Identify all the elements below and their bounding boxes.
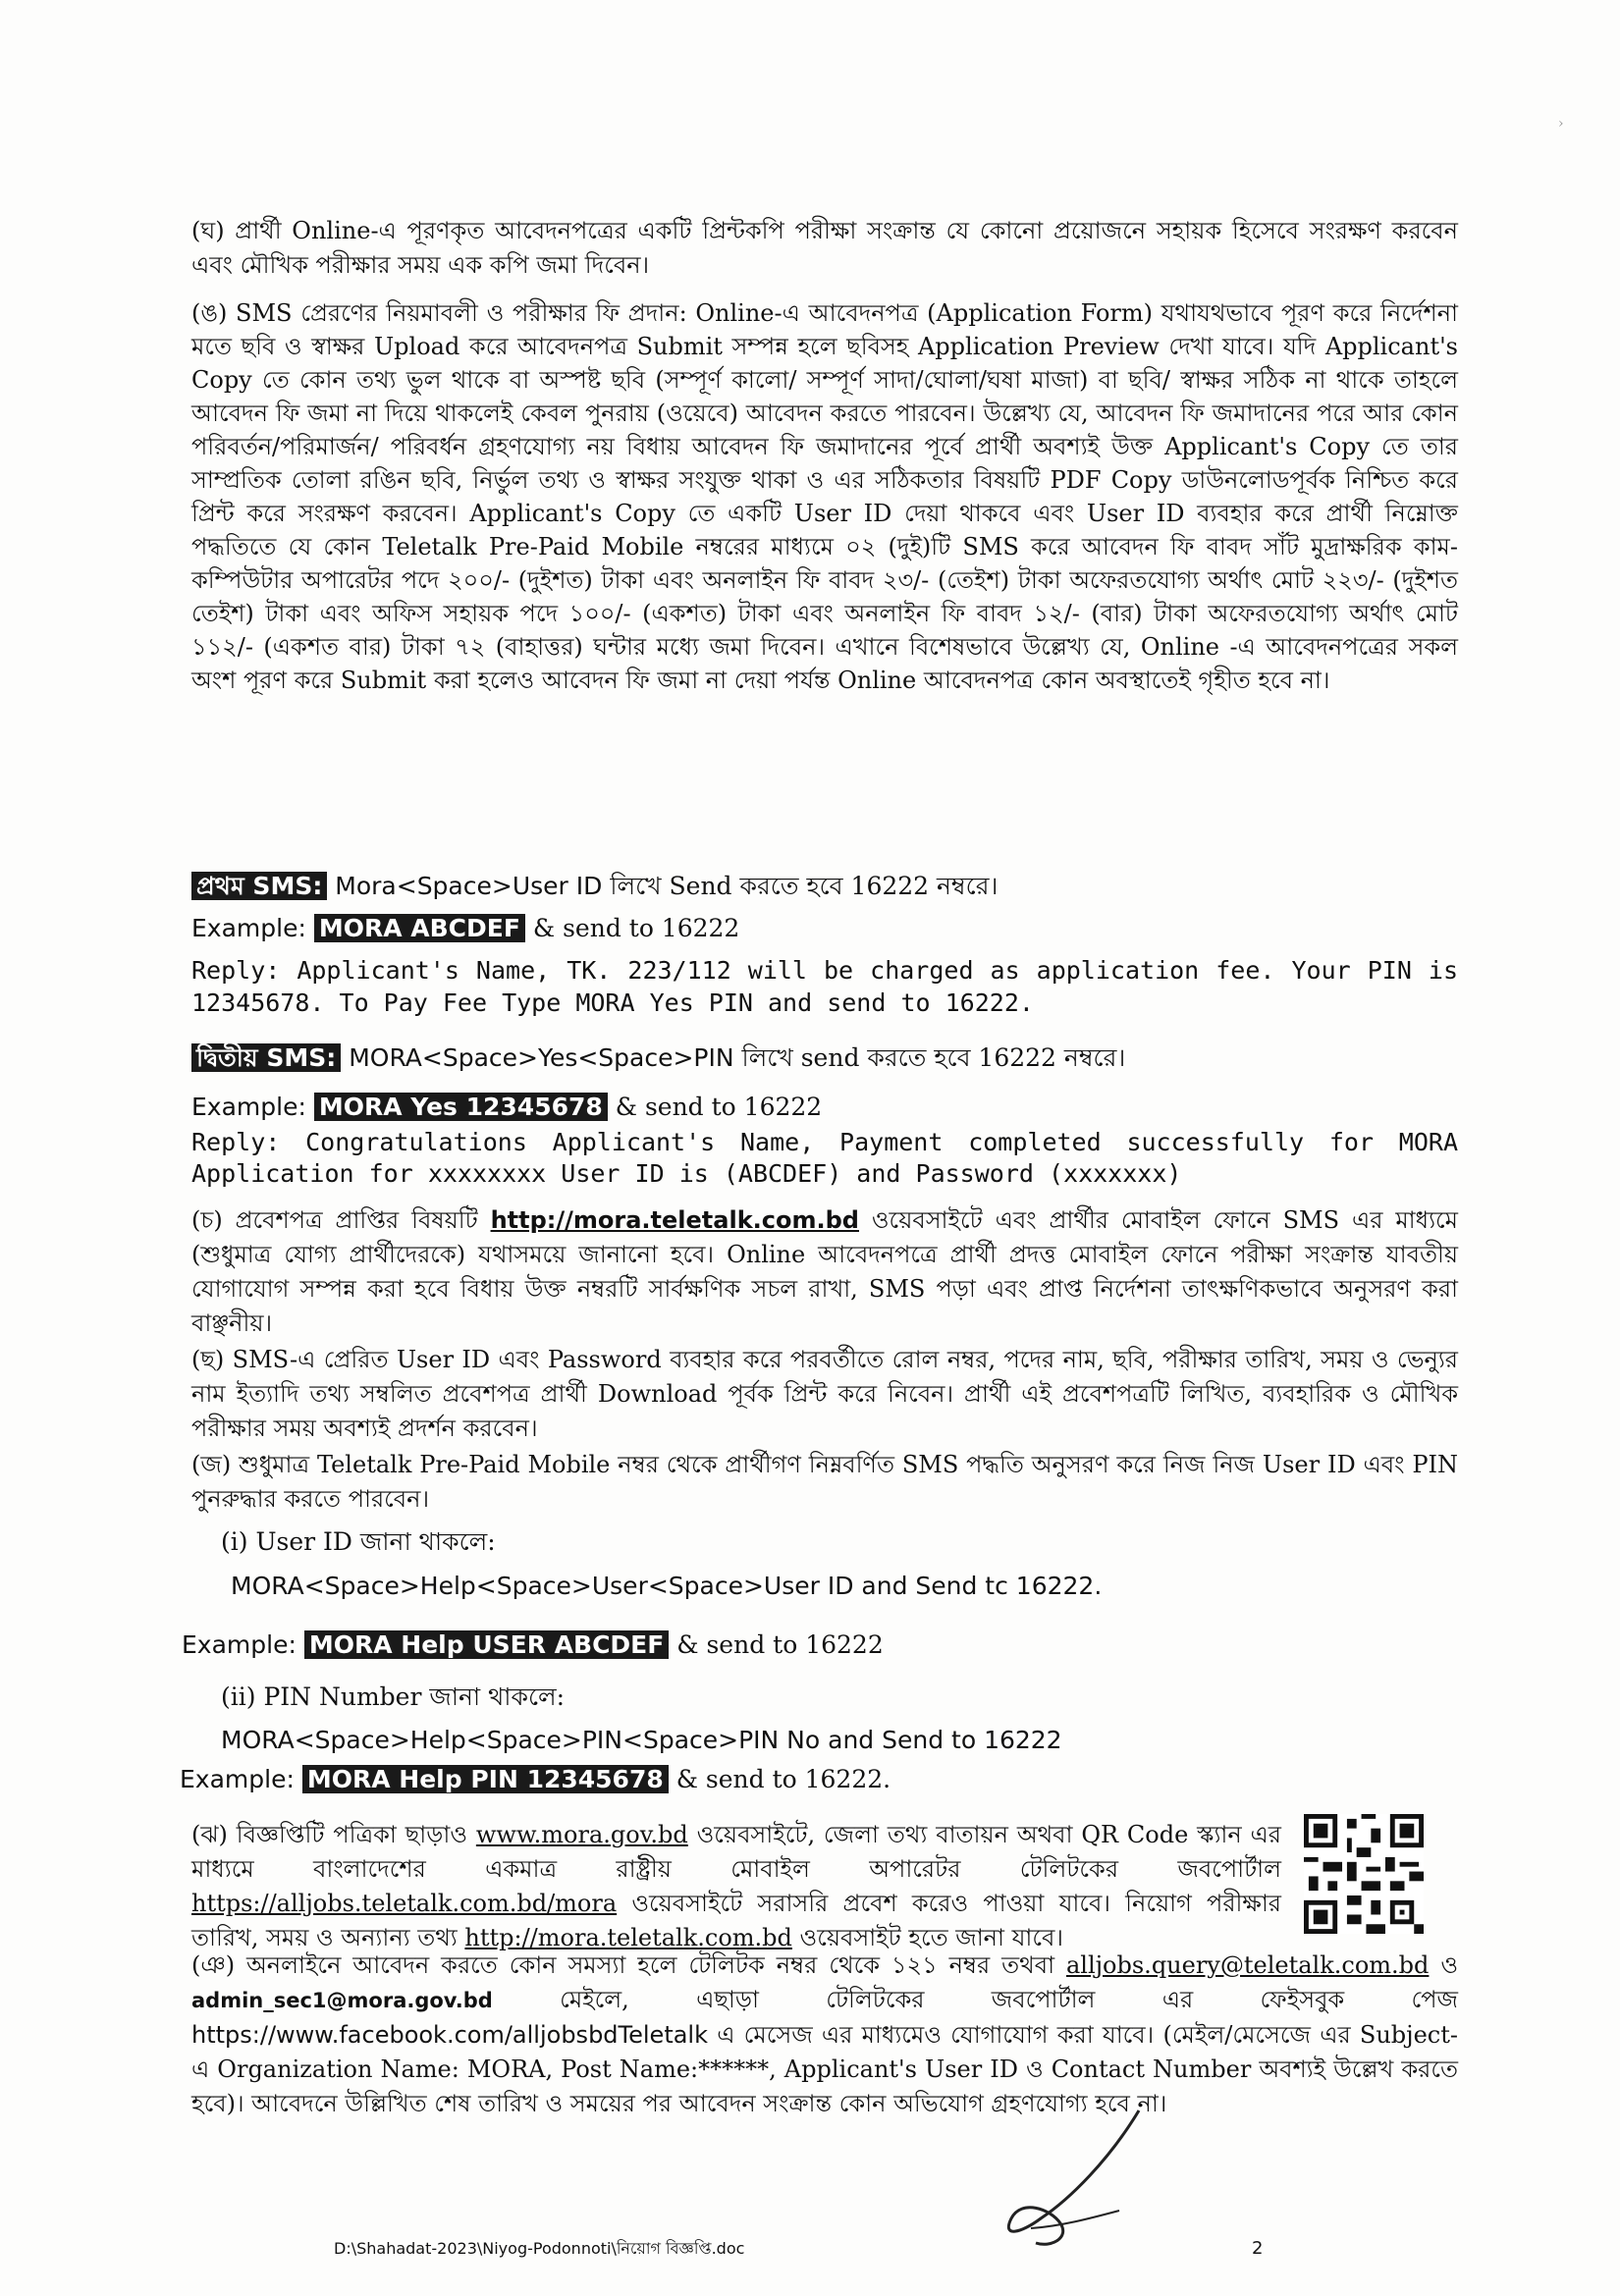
scan-mark: › [1558, 116, 1564, 132]
page-number: 2 [1252, 2238, 1264, 2259]
paragraph-admit-card: (চ) প্রবেশপত্র প্রাপ্তির বিষয়টি http://mora.teletalk.com.bd ওয়েবসাইটে এবং প্রার্থীর মোবাইল ফোনে SMS এর মাধ্যমে (শুধুমাত্র যোগ্য প্রার্থীদেরকে) যথাসময়ে জানানো হবে। Online আবেদনপত্রে প্রার্থী প্রদত্ত মোবাইল ফোনে পরীক্ষা সংক্রান্ত যাবতীয় যোগাযোগ সম্পন্ন করা হবে বিধায় উক্ত নম্বরটি সার্বক্ষণিক সচল রাখা, SMS পড়া এবং প্রাপ্ত নির্দেশনা তাৎক্ষণিকভাবে অনুসরণ করা বাঞ্ছনীয়। [191, 1206, 1458, 1337]
second-sms-tag: দ্বিতীয় SMS: [191, 1043, 341, 1072]
paragraph-sms-rules: (ঙ) SMS প্রেরণের নিয়মাবলী ও পরীক্ষার ফি প্রদান: Online-এ আবেদনপত্র (Application Form) যথাযথভাবে পূরণ করে নির্দেশনা মতে ছবি ও স্বাক্ষর Upload করে আবেদনপত্র Submit সম্পন্ন হলে ছবিসহ Application Preview দেখা যাবে। যদি Applicant's Copy তে কোন তথ্য ভুল থাকে বা অস্পষ্ট ছবি (সম্পূর্ণ কালো/ সম্পূর্ণ সাদা/ঘোলা/ঘষা মাজা) বা ছবি/ স্বাক্ষর সঠিক না থাকে তাহলে আবেদন ফি জমা না দিয়ে থাকলেই কেবল পুনরায় (ওয়েবে) আবেদন করতে পারবেন। উল্লেখ্য যে, আবেদন ফি জমাদানের পরে আর কোন পরিবর্তন/পরিমার্জন/ পরিবর্ধন গ্রহণযোগ্য নয় বিধায় আবেদন ফি জমাদানের পূর্বে প্রার্থী অবশ্যই উক্ত Applicant's Copy তে তার সাম্প্রতিক তোলা রঙিন ছবি, নির্ভুল তথ্য ও স্বাক্ষর সংযুক্ত থাকা ও এর সঠিকতার বিষয়টি PDF Copy ডাউনলোডপূর্বক নিশ্চিত করে প্রিন্ট করে সংরক্ষণ করবেন। Applicant's Copy তে একটি User ID দেয়া থাকবে এবং User ID ব্যবহার করে প্রার্থী নিম্নোক্ত পদ্ধতিতে যে কোন Teletalk Pre-Paid Mobile নম্বরের মাধ্যমে ০২ (দুই)টি SMS করে আবেদন ফি বাবদ সাঁট মুদ্রাক্ষরিক কাম-কম্পিউটার অপারেটর পদে ২০০/- (দুইশত) টাকা এবং অনলাইন ফি বাবদ ২৩/- (তেইশ) টাকা অফেরতযোগ্য অর্থাৎ মোট ২২৩/- (দুইশত তেইশ) টাকা এবং অফিস সহায়ক পদে ১০০/- (একশত) টাকা এবং অনলাইন ফি বাবদ ১২/- (বার) টাকা অফেরতযোগ্য অর্থাৎ মোট ১১২/- (একশত বার) টাকা ৭২ (বাহাত্তর) ঘন্টার মধ্যে জমা দিবেন। এখানে বিশেষভাবে উল্লেখ্য যে, Online -এ আবেদনপত্রের সকল অংশ পূরণ করে Submit করা হলেও আবেদন ফি জমা না দেয়া পর্যন্ত Online আবেদনপত্র কোন অবস্থাতেই গৃহীত হবে না। [191, 299, 1458, 694]
first-sms-example-code: MORA ABCDEF [314, 914, 525, 942]
recovery-case-2-example: Example: MORA Help PIN 12345678 & send to 16222. [180, 1765, 891, 1793]
recovery-case-2: (ii) PIN Number জানা থাকলে: [221, 1682, 566, 1711]
first-sms-instruction: লিখে Send করতে হবে 16222 নম্বরে। [602, 872, 999, 900]
second-sms-reply: Reply: Congratulations Applicant's Name, Payment completed successfully for MORA Application for xxxxxxxx User ID is (ABCDEF) and Password (xxxxxxx) [191, 1128, 1458, 1188]
second-sms-instruction: লিখে send করতে হবে 16222 নম্বরে। [733, 1043, 1126, 1072]
first-sms-reply: Reply: Applicant's Name, TK. 223/112 will be charged as application fee. Your PIN is 12345678. To Pay Fee Type MORA Yes PIN and send to 16222. [191, 956, 1458, 1017]
qr-code-icon [1304, 1814, 1424, 1934]
first-sms-line [191, 871, 1468, 902]
first-sms-tag: প্রথম SMS: [191, 872, 327, 900]
recovery-case-1: (i) User ID জানা থাকলে: [221, 1527, 496, 1556]
paragraph-website: (ঝ) বিজ্ঞপ্তিটি পত্রিকা ছাড়াও www.mora.gov.bd ওয়েবসাইটে, জেলা তথ্য বাতায়ন অথবা QR Code স্ক্যান এর মাধ্যমে বাংলাদেশের একমাত্র রাষ্ট্রীয় মোবাইল অপারেটর টেলিটকের জবপোর্টাল https://alljobs.teletalk.com.bd/mora ওয়েবসাইটে সরাসরি প্রবেশ করেও পাওয়া যাবে। নিয়োগ পরীক্ষার তারিখ, সময় ও অন্যান্য তথ্য http://mora.teletalk.com.bd ওয়েবসাইট হতে জানা যাবে। [191, 1821, 1282, 1951]
first-sms-format: Mora<Space>User ID [335, 872, 603, 900]
recovery-case-1-format: MORA<Space>Help<Space>User<Space>User ID and Send tc 16222. [231, 1572, 1103, 1600]
second-sms-example: Example: MORA Yes 12345678 & send to 16222 [191, 1093, 823, 1121]
signature-icon [982, 2101, 1198, 2258]
paragraph-gha: (ঘ) প্রার্থী Online-এ পূরণকৃত আবেদনপত্রের একটি প্রিন্টকপি পরীক্ষা সংক্রান্ত যে কোনো প্রয়োজনে সহায়ক হিসেবে সংরক্ষণ করবেন এবং মৌখিক পরীক্ষার সময় এক কপি জমা দিবেন। [191, 217, 1458, 279]
second-sms-format: MORA<Space>Yes<Space>PIN [349, 1043, 734, 1072]
file-path-footer: D:\Shahadat-2023\Niyog-Podonnoti\নিয়োগ বিজ্ঞপ্তি.doc [334, 2239, 745, 2258]
paragraph-recovery: (জ) শুধুমাত্র Teletalk Pre-Paid Mobile নম্বর থেকে প্রার্থীগণ নিম্নবর্ণিত SMS পদ্ধতি অনুসরণ করে নিজ নিজ User ID এবং PIN পুনরুদ্ধার করতে পারবেন। [191, 1451, 1458, 1513]
paragraph-support: (ঞ) অনলাইনে আবেদন করতে কোন সমস্যা হলে টেলিটক নম্বর থেকে ১২১ নম্বর তথবা alljobs.query@teletalk.com.bd ও admin_sec1@mora.gov.bd মেইলে, এছাড়া টেলিটকের জবপোর্টাল এর ফেইসবুক পেজ https://www.facebook.com/alljobsbdTeletalk এ মেসেজ এর মাধ্যমেও যোগাযোগ করা যাবে। (মেইল/মেসেজে এর Subject-এ Organization Name: MORA, Post Name:******, Applicant's User ID ও Contact Number অবশ্যই উল্লেখ করতে হবে)। আবেদনে উল্লিখিত শেষ তারিখ ও সময়ের পর আবেদন সংক্রান্ত কোন অভিযোগ গ্রহণযোগ্য হবে না। [191, 1951, 1458, 2117]
second-sms-line [191, 1042, 1468, 1074]
first-sms-example: Example: MORA ABCDEF & send to 16222 [191, 914, 740, 942]
second-sms-example-code: MORA Yes 12345678 [314, 1093, 608, 1121]
recovery-case-1-example: Example: MORA Help USER ABCDEF & send to 16222 [182, 1630, 884, 1659]
recovery-case-2-format: MORA<Space>Help<Space>PIN<Space>PIN No and Send to 16222 [221, 1726, 1062, 1754]
paragraph-download: (ছ) SMS-এ প্রেরিত User ID এবং Password ব্যবহার করে পরবর্তীতে রোল নম্বর, পদের নাম, ছবি, পরীক্ষার তারিখ, সময় ও ভেন্যুর নাম ইত্যাদি তথ্য সম্বলিত প্রবেশপত্র প্রার্থী Download পূর্বক প্রিন্ট করে নিবেন। প্রার্থী এই প্রবেশপত্রটি লিখিত, ব্যবহারিক ও মৌখিক পরীক্ষার সময় অবশ্যই প্রদর্শন করবেন। [191, 1346, 1458, 1442]
